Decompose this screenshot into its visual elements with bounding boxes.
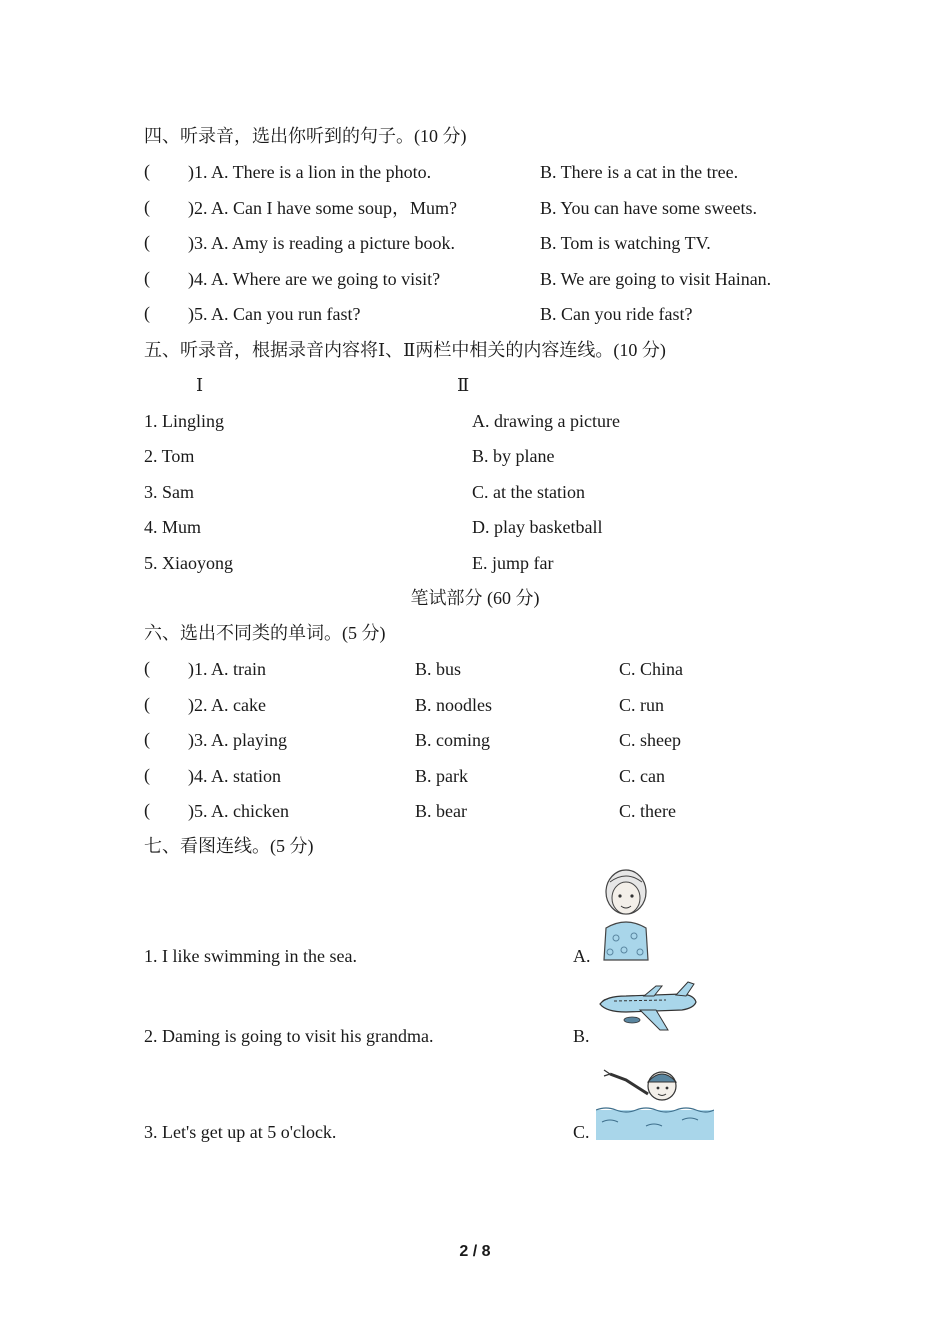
match-left-item[interactable]: 5. Xiaoyong — [144, 553, 233, 573]
question-option-b: B. We are going to visit Hainan. — [540, 269, 772, 289]
match-right-item[interactable]: A. drawing a picture — [472, 411, 620, 431]
picture-letter: A. — [573, 946, 591, 966]
section6-heading: 六、选出不同类的单词。(5 分) — [144, 623, 386, 643]
word-option-a: )2. A. cake — [188, 695, 266, 715]
answer-paren[interactable]: ( — [144, 161, 150, 181]
match-left-item[interactable]: 3. Sam — [144, 482, 195, 502]
question-option-a: )5. A. Can you run fast? — [188, 304, 361, 324]
answer-paren[interactable]: ( — [144, 232, 150, 252]
question-option-b: B. There is a cat in the tree. — [540, 162, 739, 182]
answer-paren[interactable]: ( — [144, 268, 150, 288]
swimmer-picture[interactable] — [596, 1064, 714, 1145]
question-option-a: )4. A. Where are we going to visit? — [188, 269, 441, 289]
match-left-item[interactable]: 1. Lingling — [144, 411, 224, 431]
picture-sentence[interactable]: 2. Daming is going to visit his grandma. — [144, 1026, 434, 1046]
answer-paren[interactable]: ( — [144, 694, 150, 714]
match-left-item[interactable]: 4. Mum — [144, 517, 202, 537]
section5-heading: 五、听录音，根据录音内容将Ⅰ、Ⅱ两栏中相关的内容连线。(10 分) — [144, 340, 666, 360]
word-option-c: C. there — [619, 801, 676, 821]
word-option-c: C. China — [619, 659, 684, 679]
match-right-item[interactable]: D. play basketball — [472, 517, 603, 537]
question-option-b: B. Tom is watching TV. — [540, 233, 711, 253]
word-option-b: B. noodles — [415, 695, 493, 715]
word-option-a: )5. A. chicken — [188, 801, 289, 821]
word-option-c: C. sheep — [619, 730, 681, 750]
column-header-2: Ⅱ — [457, 375, 470, 395]
picture-sentence[interactable]: 3. Let's get up at 5 o'clock. — [144, 1122, 337, 1142]
picture-letter: C. — [573, 1122, 590, 1142]
column-header-1: Ⅰ — [196, 375, 204, 395]
word-option-b: B. bus — [415, 659, 462, 679]
word-option-a: )1. A. train — [188, 659, 266, 679]
answer-paren[interactable]: ( — [144, 303, 150, 323]
answer-paren[interactable]: ( — [144, 197, 150, 217]
written-part-title: 笔试部分 (60 分) — [410, 588, 540, 608]
grandma-picture[interactable] — [596, 868, 658, 967]
question-option-a: )1. A. There is a lion in the photo. — [188, 162, 432, 182]
word-option-a: )4. A. station — [188, 766, 281, 786]
picture-sentence[interactable]: 1. I like swimming in the sea. — [144, 946, 357, 966]
answer-paren[interactable]: ( — [144, 658, 150, 678]
answer-paren[interactable]: ( — [144, 765, 150, 785]
match-right-item[interactable]: C. at the station — [472, 482, 585, 502]
answer-paren[interactable]: ( — [144, 729, 150, 749]
word-option-c: C. run — [619, 695, 664, 715]
section4-heading: 四、听录音，选出你听到的句子。(10 分) — [144, 126, 467, 146]
word-option-b: B. coming — [415, 730, 490, 750]
picture-letter: B. — [573, 1026, 590, 1046]
question-option-b: B. You can have some sweets. — [540, 198, 757, 218]
match-right-item[interactable]: B. by plane — [472, 446, 555, 466]
answer-paren[interactable]: ( — [144, 800, 150, 820]
word-option-b: B. bear — [415, 801, 467, 821]
page-number: 2 / 8 — [459, 1243, 491, 1260]
word-option-c: C. can — [619, 766, 665, 786]
match-right-item[interactable]: E. jump far — [472, 553, 554, 573]
airplane-picture[interactable] — [596, 980, 700, 1041]
section7-heading: 七、看图连线。(5 分) — [144, 836, 314, 856]
word-option-b: B. park — [415, 766, 468, 786]
question-option-a: )3. A. Amy is reading a picture book. — [188, 233, 455, 253]
question-option-b: B. Can you ride fast? — [540, 304, 693, 324]
match-left-item[interactable]: 2. Tom — [144, 446, 195, 466]
word-option-a: )3. A. playing — [188, 730, 287, 750]
question-option-a: )2. A. Can I have some soup，Mum? — [188, 198, 457, 218]
